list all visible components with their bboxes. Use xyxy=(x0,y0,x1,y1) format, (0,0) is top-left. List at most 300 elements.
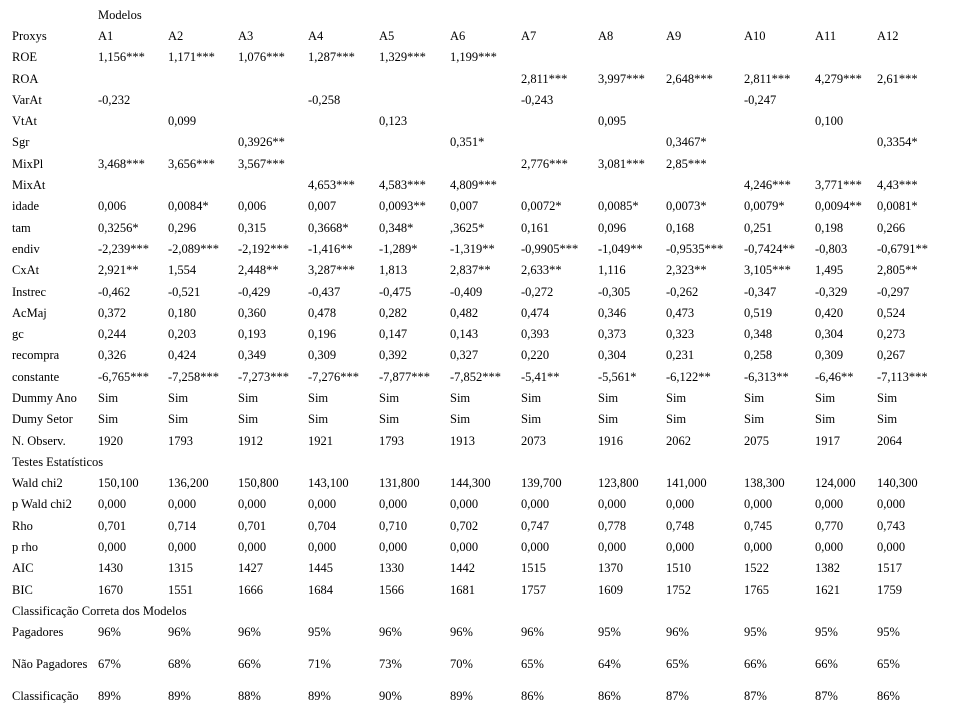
table-cell: 123,800 xyxy=(598,476,639,491)
table-cell: -0,9905*** xyxy=(521,241,579,256)
table-cell: 0,193 xyxy=(238,327,267,342)
table-cell: -7,258*** xyxy=(168,369,220,384)
section-title: Classificação Correta dos Modelos xyxy=(12,603,187,618)
table-cell: 0,000 xyxy=(98,497,127,512)
table-cell: 64% xyxy=(598,656,621,671)
table-row xyxy=(9,494,945,515)
table-cell: 0,296 xyxy=(168,220,197,235)
row-label: recompra xyxy=(12,348,60,363)
table-cell xyxy=(305,68,376,89)
row-label: Dummy Ano xyxy=(12,390,77,405)
table-cell: 1759 xyxy=(877,582,902,597)
table-cell: 0,220 xyxy=(521,348,550,363)
table-row xyxy=(9,366,945,387)
table-cell: Sim xyxy=(308,412,329,427)
table-cell: 3,081*** xyxy=(598,156,645,171)
row-label: Pagadores xyxy=(12,625,64,640)
table-cell: 0,743 xyxy=(877,518,906,533)
table-cell xyxy=(305,110,376,131)
table-cell: 1,329*** xyxy=(379,50,426,65)
table-cell: 0,424 xyxy=(168,348,197,363)
table-cell: Sim xyxy=(450,390,471,405)
table-cell: -0,329 xyxy=(815,284,848,299)
table-cell xyxy=(518,47,595,68)
table-cell: 0,346 xyxy=(598,305,627,320)
table-cell: 0,348 xyxy=(744,327,773,342)
table-cell: 2,323** xyxy=(666,263,707,278)
row-label: Classificação xyxy=(12,688,79,703)
table-row xyxy=(9,579,945,600)
table-cell xyxy=(165,89,235,110)
table-cell: -0,262 xyxy=(666,284,699,299)
row-label: endiv xyxy=(12,241,40,256)
table-cell: 70% xyxy=(450,656,473,671)
table-cell: 89% xyxy=(450,688,473,703)
table-cell: 0,327 xyxy=(450,348,479,363)
table-cell: 1,076*** xyxy=(238,50,285,65)
results-table xyxy=(9,4,945,706)
table-cell: Sim xyxy=(598,412,619,427)
table-cell: Sim xyxy=(521,412,542,427)
table-cell xyxy=(741,110,812,131)
table-row xyxy=(9,409,945,430)
table-row xyxy=(9,68,945,89)
table-cell: 0,3354* xyxy=(877,135,918,150)
table-cell: 1551 xyxy=(168,582,193,597)
table-cell: 0,392 xyxy=(379,348,408,363)
table-cell: 0,000 xyxy=(877,540,906,555)
table-cell: 0,000 xyxy=(666,540,695,555)
table-cell: 1,495 xyxy=(815,263,844,278)
table-cell: 2,633** xyxy=(521,263,562,278)
table-cell: -6,122** xyxy=(666,369,711,384)
table-cell: Sim xyxy=(666,412,687,427)
table-cell: 2,776*** xyxy=(521,156,568,171)
model-header-a12: A12 xyxy=(877,28,899,43)
row-label: VtAt xyxy=(12,114,37,129)
table-cell: 3,468*** xyxy=(98,156,145,171)
table-row xyxy=(9,89,945,110)
table-cell: 87% xyxy=(744,688,767,703)
model-header-a3: A3 xyxy=(238,28,254,43)
table-cell: 89% xyxy=(308,688,331,703)
table-row xyxy=(9,323,945,344)
table-cell: 0,0085* xyxy=(598,199,639,214)
table-cell xyxy=(376,89,447,110)
table-cell: 0,349 xyxy=(238,348,267,363)
table-cell: 90% xyxy=(379,688,402,703)
model-header-a4: A4 xyxy=(308,28,324,43)
table-cell: 68% xyxy=(168,656,191,671)
table-cell xyxy=(95,68,165,89)
table-cell: 0,161 xyxy=(521,220,550,235)
table-row xyxy=(9,643,945,685)
table-row xyxy=(9,153,945,174)
table-cell: 1427 xyxy=(238,561,263,576)
table-cell xyxy=(95,110,165,131)
table-cell: Sim xyxy=(598,390,619,405)
table-cell: 143,100 xyxy=(308,476,349,491)
table-cell: 1666 xyxy=(238,582,263,597)
table-cell: 86% xyxy=(877,688,900,703)
table-cell: -6,46** xyxy=(815,369,854,384)
table-cell: 0,747 xyxy=(521,518,550,533)
table-cell: 0,266 xyxy=(877,220,906,235)
row-label: N. Observ. xyxy=(12,433,66,448)
table-cell: -0,521 xyxy=(168,284,201,299)
table-cell: 0,710 xyxy=(379,518,408,533)
table-cell: 1517 xyxy=(877,561,902,576)
table-cell: 0,007 xyxy=(308,199,337,214)
table-cell: 1,156*** xyxy=(98,50,145,65)
table-cell: 3,105*** xyxy=(744,263,791,278)
table-cell xyxy=(95,132,165,153)
row-label: MixPl xyxy=(12,156,44,171)
table-cell: 1684 xyxy=(308,582,333,597)
table-cell: 4,246*** xyxy=(744,178,791,193)
table-cell: 0,323 xyxy=(666,327,695,342)
row-label: Wald chi2 xyxy=(12,476,63,491)
table-cell: 2,448** xyxy=(238,263,279,278)
model-header-a11: A11 xyxy=(815,28,837,43)
table-cell: -7,852*** xyxy=(450,369,502,384)
table-cell: 3,656*** xyxy=(168,156,215,171)
table-cell: 96% xyxy=(238,625,261,640)
results-table-body xyxy=(9,4,945,706)
table-cell xyxy=(95,174,165,195)
table-cell: 0,100 xyxy=(815,114,844,129)
table-cell: 139,700 xyxy=(521,476,562,491)
row-label: idade xyxy=(12,199,40,214)
table-cell: -6,313** xyxy=(744,369,789,384)
table-cell: 0,099 xyxy=(168,114,197,129)
table-cell xyxy=(305,132,376,153)
table-cell xyxy=(663,174,741,195)
table-cell: -2,089*** xyxy=(168,241,220,256)
table-cell: 0,315 xyxy=(238,220,267,235)
table-cell: -0,9535*** xyxy=(666,241,724,256)
table-cell: -0,462 xyxy=(98,284,131,299)
table-cell: -0,6791** xyxy=(877,241,929,256)
table-cell: Sim xyxy=(521,390,542,405)
table-cell: 1752 xyxy=(666,582,691,597)
table-cell: 0,000 xyxy=(450,497,479,512)
table-cell: Sim xyxy=(308,390,329,405)
table-cell: 0,3256* xyxy=(98,220,139,235)
table-cell: -0,272 xyxy=(521,284,554,299)
table-cell: 0,007 xyxy=(450,199,479,214)
table-cell: -7,877*** xyxy=(379,369,431,384)
table-cell: Sim xyxy=(815,412,836,427)
table-cell: 0,0081* xyxy=(877,199,918,214)
table-cell: 144,300 xyxy=(450,476,491,491)
table-cell: Sim xyxy=(744,412,765,427)
table-cell: 0,000 xyxy=(815,497,844,512)
model-header-a2: A2 xyxy=(168,28,184,43)
table-cell: 0,473 xyxy=(666,305,695,320)
table-cell xyxy=(165,132,235,153)
model-header-a6: A6 xyxy=(450,28,466,43)
table-cell xyxy=(447,110,518,131)
table-cell: 0,168 xyxy=(666,220,695,235)
table-cell: 0,000 xyxy=(168,497,197,512)
table-cell: Sim xyxy=(168,412,189,427)
table-cell: 96% xyxy=(450,625,473,640)
table-cell: 2,921** xyxy=(98,263,139,278)
table-cell: 0,0084* xyxy=(168,199,209,214)
table-cell: 0,000 xyxy=(98,540,127,555)
model-header-a8: A8 xyxy=(598,28,614,43)
table-cell: 2064 xyxy=(877,433,902,448)
table-cell: 1621 xyxy=(815,582,840,597)
table-cell: 95% xyxy=(877,625,900,640)
table-cell: 0,000 xyxy=(238,540,267,555)
table-cell: -0,247 xyxy=(744,92,777,107)
table-cell: 150,800 xyxy=(238,476,279,491)
table-cell: 0,0093** xyxy=(379,199,426,214)
table-cell: 0,420 xyxy=(815,305,844,320)
table-cell: -5,561* xyxy=(598,369,637,384)
table-cell: 1442 xyxy=(450,561,475,576)
table-cell xyxy=(447,89,518,110)
table-cell: 0,393 xyxy=(521,327,550,342)
table-cell: -7,276*** xyxy=(308,369,360,384)
table-cell: 1917 xyxy=(815,433,840,448)
table-cell xyxy=(812,89,874,110)
table-cell: 0,000 xyxy=(308,540,337,555)
table-cell: 1522 xyxy=(744,561,769,576)
table-cell: -1,289* xyxy=(379,241,418,256)
table-cell: 89% xyxy=(168,688,191,703)
table-cell: 0,3926** xyxy=(238,135,285,150)
table-cell: 1765 xyxy=(744,582,769,597)
table-cell: 1912 xyxy=(238,433,263,448)
table-cell: 1566 xyxy=(379,582,404,597)
table-cell: 95% xyxy=(744,625,767,640)
table-row xyxy=(9,622,945,643)
table-cell: -0,258 xyxy=(308,92,341,107)
table-cell: -0,409 xyxy=(450,284,483,299)
table-cell xyxy=(741,153,812,174)
table-cell: 0,000 xyxy=(598,497,627,512)
table-cell: 2,805** xyxy=(877,263,918,278)
row-label: BIC xyxy=(12,582,33,597)
table-cell: 0,096 xyxy=(598,220,627,235)
table-cell: 138,300 xyxy=(744,476,785,491)
row-label: AIC xyxy=(12,561,34,576)
table-cell xyxy=(874,89,945,110)
table-cell: Sim xyxy=(238,412,259,427)
table-cell: 0,0079* xyxy=(744,199,785,214)
table-cell: 0,0072* xyxy=(521,199,562,214)
table-row xyxy=(9,238,945,259)
row-label: gc xyxy=(12,327,24,342)
table-cell xyxy=(235,110,305,131)
table-cell: 0,000 xyxy=(308,497,337,512)
table-cell: 141,000 xyxy=(666,476,707,491)
table-cell xyxy=(518,132,595,153)
table-cell xyxy=(518,110,595,131)
table-cell xyxy=(595,132,663,153)
table-cell: 131,800 xyxy=(379,476,420,491)
table-cell xyxy=(812,153,874,174)
table-cell: -5,41** xyxy=(521,369,560,384)
row-label: p Wald chi2 xyxy=(12,497,72,512)
table-cell: 4,809*** xyxy=(450,178,497,193)
table-cell xyxy=(874,47,945,68)
table-cell: 1382 xyxy=(815,561,840,576)
table-cell: 0,778 xyxy=(598,518,627,533)
table-cell: 136,200 xyxy=(168,476,209,491)
table-cell: -7,113*** xyxy=(877,369,928,384)
table-cell: 0,482 xyxy=(450,305,479,320)
table-cell: -1,319** xyxy=(450,241,495,256)
table-cell: 87% xyxy=(815,688,838,703)
table-cell: Sim xyxy=(815,390,836,405)
table-cell: 1757 xyxy=(521,582,546,597)
table-cell: 0,000 xyxy=(450,540,479,555)
table-cell: 0,701 xyxy=(98,518,127,533)
table-cell: 2075 xyxy=(744,433,769,448)
table-cell: 0,519 xyxy=(744,305,773,320)
table-cell: Sim xyxy=(744,390,765,405)
corner-cell xyxy=(9,4,95,25)
table-cell: 0,000 xyxy=(744,497,773,512)
table-row xyxy=(9,281,945,302)
table-cell xyxy=(235,174,305,195)
table-cell: 0,373 xyxy=(598,327,627,342)
table-cell: 86% xyxy=(598,688,621,703)
table-cell: 2062 xyxy=(666,433,691,448)
table-cell: 0,180 xyxy=(168,305,197,320)
table-cell: 0,702 xyxy=(450,518,479,533)
table-cell: 0,000 xyxy=(666,497,695,512)
table-cell: 4,279*** xyxy=(815,71,862,86)
table-row xyxy=(9,174,945,195)
row-label: ROA xyxy=(12,71,39,86)
table-cell: 95% xyxy=(815,625,838,640)
table-cell: 0,267 xyxy=(877,348,906,363)
table-cell xyxy=(235,68,305,89)
model-header-a7: A7 xyxy=(521,28,537,43)
table-cell: 0,282 xyxy=(379,305,408,320)
table-cell: 1430 xyxy=(98,561,123,576)
table-cell: 86% xyxy=(521,688,544,703)
table-cell: 73% xyxy=(379,656,402,671)
table-cell: 1609 xyxy=(598,582,623,597)
row-label: Sgr xyxy=(12,135,30,150)
table-cell: 3,287*** xyxy=(308,263,355,278)
table-cell: 1,199*** xyxy=(450,50,497,65)
table-cell: -2,192*** xyxy=(238,241,290,256)
table-cell: 0,000 xyxy=(598,540,627,555)
table-cell: 0,244 xyxy=(98,327,127,342)
row-label: constante xyxy=(12,369,60,384)
table-cell: 65% xyxy=(877,656,900,671)
table-cell xyxy=(741,47,812,68)
table-cell: 0,147 xyxy=(379,327,408,342)
table-cell: ,3625* xyxy=(450,220,485,235)
table-cell: 0,000 xyxy=(168,540,197,555)
table-cell: 2,648*** xyxy=(666,71,713,86)
table-row xyxy=(9,345,945,366)
table-cell: 3,771*** xyxy=(815,178,862,193)
table-cell: 0,304 xyxy=(815,327,844,342)
table-cell xyxy=(376,132,447,153)
table-cell: 2,85*** xyxy=(666,156,707,171)
table-cell: 0,360 xyxy=(238,305,267,320)
table-cell: 0,714 xyxy=(168,518,197,533)
table-cell: Sim xyxy=(98,390,119,405)
table-cell: 1670 xyxy=(98,582,123,597)
table-cell: 1913 xyxy=(450,433,475,448)
table-cell xyxy=(447,153,518,174)
table-cell: Sim xyxy=(98,412,119,427)
table-cell: 4,583*** xyxy=(379,178,426,193)
section-header-row xyxy=(9,451,945,472)
row-label: CxAt xyxy=(12,263,40,278)
table-cell: Sim xyxy=(168,390,189,405)
row-label: MixAt xyxy=(12,178,46,193)
table-row xyxy=(9,558,945,579)
table-row xyxy=(9,260,945,281)
table-cell: 96% xyxy=(521,625,544,640)
table-cell: -0,803 xyxy=(815,241,848,256)
table-cell: -0,297 xyxy=(877,284,910,299)
table-cell: 1,171*** xyxy=(168,50,215,65)
table-cell: 87% xyxy=(666,688,689,703)
table-cell: Sim xyxy=(379,390,400,405)
table-cell xyxy=(518,174,595,195)
table-cell xyxy=(165,68,235,89)
table-cell: 0,478 xyxy=(308,305,337,320)
table-cell: 0,372 xyxy=(98,305,127,320)
table-cell: 0,123 xyxy=(379,114,408,129)
table-cell xyxy=(874,110,945,131)
table-cell: 0,474 xyxy=(521,305,550,320)
model-header-a10: A10 xyxy=(744,28,766,43)
table-cell: 0,000 xyxy=(744,540,773,555)
table-cell: 150,100 xyxy=(98,476,139,491)
row-label: VarAt xyxy=(12,92,42,107)
table-cell: 0,000 xyxy=(521,540,550,555)
table-cell xyxy=(305,153,376,174)
table-cell: -0,232 xyxy=(98,92,131,107)
table-cell: 96% xyxy=(379,625,402,640)
table-cell: 0,0073* xyxy=(666,199,707,214)
table-cell: 0,198 xyxy=(815,220,844,235)
table-cell: 3,997*** xyxy=(598,71,645,86)
table-cell: Sim xyxy=(238,390,259,405)
row-label: tam xyxy=(12,220,31,235)
table-cell: -1,049** xyxy=(598,241,643,256)
table-cell: 0,095 xyxy=(598,114,627,129)
model-header-a1: A1 xyxy=(98,28,114,43)
table-cell: 0,0094** xyxy=(815,199,862,214)
table-cell: 95% xyxy=(308,625,331,640)
table-cell: -0,437 xyxy=(308,284,341,299)
table-cell: Sim xyxy=(877,412,898,427)
row-label: Não Pagadores xyxy=(12,656,88,671)
model-header-a5: A5 xyxy=(379,28,395,43)
table-cell: 1,554 xyxy=(168,263,197,278)
table-cell: 0,3668* xyxy=(308,220,349,235)
table-cell: 1445 xyxy=(308,561,333,576)
section-title: Testes Estatísticos xyxy=(12,454,104,469)
row-label: ROE xyxy=(12,50,37,65)
table-cell: -1,416** xyxy=(308,241,353,256)
table-cell: -0,429 xyxy=(238,284,271,299)
